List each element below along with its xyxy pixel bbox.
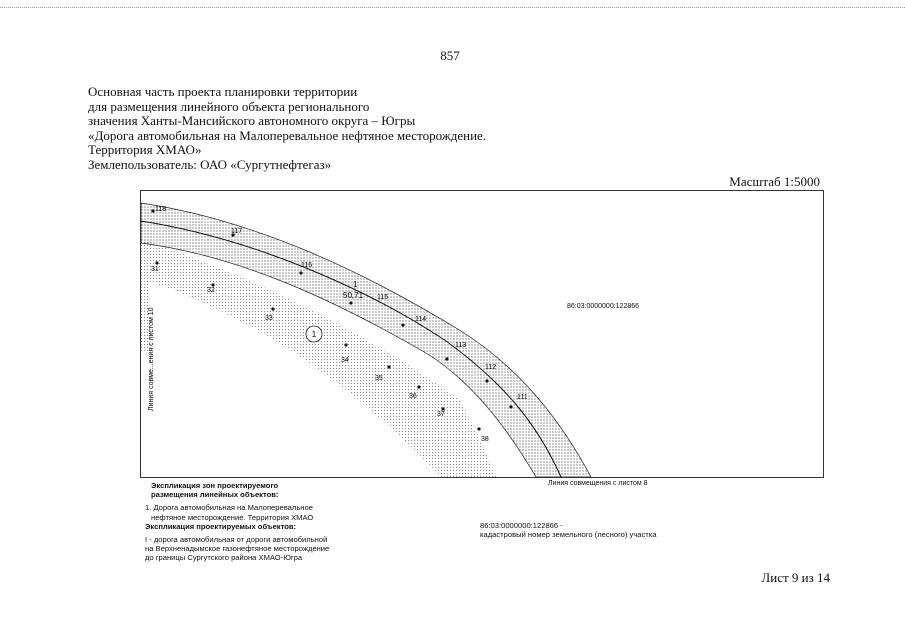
cadastral-legend-description: кадастровый номер земельного (лесного) участка [480, 530, 657, 540]
upper-point-113 [445, 357, 448, 360]
legend-objects-title: Экспликация проектируемых объектов: [145, 521, 297, 531]
map-drawing [141, 191, 823, 477]
lower-point-34 [344, 343, 347, 346]
upper-point-label: 113 [455, 342, 467, 349]
lower-point-label: 32 [207, 287, 215, 294]
legend-item-1-line-1: 1. Дорога автомобильная на Малоперевальное [145, 503, 313, 513]
lower-point-label: 31 [151, 266, 159, 273]
lower-point-label: 38 [481, 436, 489, 443]
legend-title-line-2: размещения линейных объектов: [151, 490, 279, 500]
header-line-3: значения Ханты-Мансийского автономного округа – Югры [88, 113, 416, 129]
map-cadastral-number: 86:03:0000000:122866 [567, 303, 640, 310]
upper-point-label: 115 [377, 294, 389, 301]
header-line-2: для размещения линейного объекта регионального [88, 98, 370, 114]
upper-point-115 [349, 301, 352, 304]
lower-point-label: 36 [409, 393, 417, 400]
cadastral-legend-number: 86:03:0000000:122866 - [480, 521, 563, 530]
sheet-number: Лист 9 из 14 [761, 570, 830, 585]
left-match-line-label: Линия совме...ения с листом 10 [148, 307, 155, 411]
upper-point-116 [299, 271, 302, 274]
object-marker-number: 1 [311, 330, 317, 339]
object-label-number: 1 [353, 280, 358, 289]
upper-point-label: 112 [485, 364, 497, 371]
legend [145, 481, 455, 563]
header-line-6: Землепользователь: ОАО «Сургутнефтегаз» [88, 156, 332, 172]
lower-point-33 [271, 307, 274, 310]
upper-point-112 [485, 379, 488, 382]
upper-point-label: 117 [231, 228, 243, 235]
header-line-4: «Дорога автомобильная на Малоперевальное нефтяное месторождение. [88, 127, 487, 143]
upper-point-label: 116 [301, 262, 313, 269]
upper-point-114 [401, 323, 404, 326]
lower-point-31 [155, 261, 158, 264]
header-line-5: Территория ХМАО» [88, 142, 202, 158]
lower-point-label: 35 [375, 375, 383, 382]
legend-object-line-3: до границы Сургутского района ХМАО-Югра [145, 553, 303, 563]
lower-point-36 [417, 385, 420, 388]
legend-object-line-2: на Верхненадымское газонефтяное месторождение [145, 544, 330, 554]
upper-point-label: 118 [155, 206, 167, 213]
upper-point-label: 111 [517, 394, 528, 401]
lower-point-38 [477, 427, 480, 430]
document-header [88, 85, 688, 173]
lower-point-label: 37 [437, 411, 445, 418]
top-dotted-rule [0, 7, 905, 8]
cadastral-legend [480, 521, 657, 539]
upper-point-111 [509, 405, 512, 408]
lower-point-label: 33 [265, 315, 273, 322]
bottom-match-line-label: Линия совмещения с листом 8 [548, 480, 648, 487]
header-line-1: Основная часть проекта планировки территории [88, 84, 358, 99]
map-scale: Масштаб 1:5000 [729, 174, 820, 189]
lower-point-35 [387, 365, 390, 368]
map-frame [140, 190, 824, 478]
upper-point-label: 114 [415, 316, 427, 323]
legend-object-line-1: I - дорога автомобильная от дороги автомобильной [145, 535, 328, 545]
lower-point-label: 34 [341, 357, 349, 364]
legend-title-line-1: Экспликация зон проектируемого [151, 481, 279, 490]
page-number: 857 [440, 48, 460, 63]
object-label-value: 50,71 [343, 291, 364, 300]
legend-item-1-line-2: нефтяное месторождение. Территория ХМАО [151, 512, 314, 522]
